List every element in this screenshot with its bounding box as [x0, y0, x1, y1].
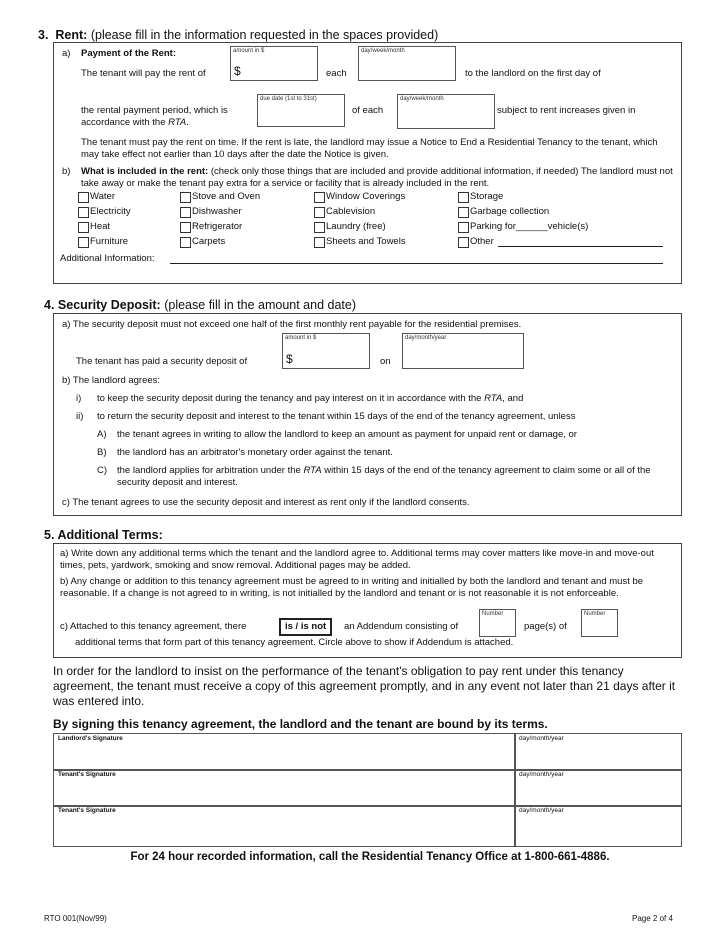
window-coverings-checkbox[interactable] — [314, 192, 325, 203]
item-label: Heat — [90, 221, 111, 232]
deposit-B-marker: B) — [97, 447, 107, 458]
dollar-sign: $ — [286, 352, 293, 366]
section-note: (please fill in the information requested in the spaces provided) — [90, 28, 439, 42]
deposit-amount-field[interactable] — [282, 333, 370, 369]
rent-b-marker: b) — [62, 166, 71, 177]
water-checkbox[interactable] — [78, 192, 89, 203]
storage-checkbox[interactable] — [458, 192, 469, 203]
terms-c-pre: c) Attached to this tenancy agreement, there — [60, 621, 247, 632]
signature-label: Tenant's Signature — [58, 807, 116, 814]
other-checkbox[interactable] — [458, 237, 469, 248]
rent-a-marker: a) — [62, 48, 71, 59]
deposit-a: a) The security deposit must not exceed one half of the first monthly rent payable for the residential premises. — [62, 319, 522, 330]
deposit-B: the landlord has an arbitrator's monetary order against the tenant. — [117, 447, 393, 458]
signature-label: Tenant's Signature — [58, 771, 116, 778]
is-not-choice[interactable]: is / is not — [279, 618, 332, 636]
signing-statement: By signing this tenancy agreement, the landlord and the tenant are bound by its terms. — [53, 717, 548, 731]
dollar-sign: $ — [234, 64, 241, 78]
signature-label: Landlord's Signature — [58, 735, 123, 742]
section-title: Additional Terms: — [57, 528, 163, 542]
item-label: Carpets — [192, 236, 226, 247]
deposit-C: the landlord applies for arbitration under the RTA within 15 days of the end of the tenancy agreement to claim some or all of the security deposit and interest. — [117, 465, 651, 488]
terms-a: a) Write down any additional terms which the tenant and the landlord agree to. Additional terms may cover matters like move-in and move-out times, pets, yardwork, smoking and snow removal. Additional pages may be added. — [60, 548, 654, 571]
rent-amount-field[interactable] — [230, 46, 318, 81]
item-label: Other — [470, 236, 494, 247]
form-code: RTO 001(Nov/99) — [44, 914, 107, 923]
item-label: Laundry (free) — [326, 221, 386, 232]
landlord-date-field[interactable] — [514, 733, 682, 771]
rent-line1-post: to the landlord on the first day of — [465, 68, 601, 79]
section-note: (please fill in the amount and date) — [164, 298, 357, 312]
deposit-date-field[interactable] — [402, 333, 524, 369]
landlord-signature-field[interactable] — [53, 733, 516, 771]
rent-late-text: The tenant must pay the rent on time. If the rent is late, the landlord may issue a Notice to End a Residential Tenancy to the tenant, which may take effect not earlier than 10 days after the date the Notice is given. — [81, 137, 658, 160]
field-label: amount in $ — [233, 48, 265, 54]
field-label: day/week/month — [400, 96, 444, 102]
section-title: Security Deposit: — [57, 298, 161, 312]
page-number: Page 2 of 4 — [632, 914, 673, 923]
terms-c-mid: an Addendum consisting of — [344, 621, 459, 632]
section-number: 5. — [44, 528, 55, 542]
refrigerator-checkbox[interactable] — [180, 222, 191, 233]
rent-a-title: Payment of the Rent: — [81, 48, 177, 59]
rent-period-field[interactable] — [358, 46, 456, 81]
field-label: day/week/month — [361, 48, 405, 54]
field-label: Number — [482, 611, 504, 617]
rent-line2: the rental payment period, which is — [81, 105, 228, 116]
additional-info-label: Additional Information: — [60, 253, 155, 264]
addendum-terms-field[interactable] — [581, 609, 618, 637]
item-label: Water — [90, 191, 115, 202]
deposit-ii-marker: ii) — [76, 411, 84, 422]
item-label: Stove and Oven — [192, 191, 261, 202]
sheets-towels-checkbox[interactable] — [314, 237, 325, 248]
field-label: due date (1st to 31st) — [260, 96, 317, 102]
copy-notice: In order for the landlord to insist on the performance of the tenant's obligation to pay rent under this tenancy agreement, the tenant must receive a copy of this agreement promptly, and in any event not later than 21 days after it was entered into. — [53, 664, 676, 708]
item-label: Refrigerator — [192, 221, 243, 232]
deposit-A-marker: A) — [97, 429, 107, 440]
deposit-b: b) The landlord agrees: — [62, 375, 161, 386]
terms-pages: page(s) of — [524, 621, 567, 632]
deposit-heading — [44, 298, 356, 312]
rent-due-date-field[interactable] — [257, 94, 345, 127]
deposit-i: to keep the security deposit during the tenancy and pay interest on it in accordance with the RTA, and — [97, 393, 524, 404]
heat-checkbox[interactable] — [78, 222, 89, 233]
rent-period-field-2[interactable] — [397, 94, 495, 129]
item-label: Electricity — [90, 206, 131, 217]
section-number: 3. — [38, 28, 49, 42]
field-label: Number — [584, 611, 606, 617]
additional-info-line[interactable] — [170, 263, 663, 264]
terms-heading — [44, 528, 163, 542]
item-label: Dishwasher — [192, 206, 242, 217]
electricity-checkbox[interactable] — [78, 207, 89, 218]
furniture-checkbox[interactable] — [78, 237, 89, 248]
info-line: For 24 hour recorded information, call the Residential Tenancy Office at 1-800-661-4886. — [130, 851, 610, 863]
field-label: day/month/year — [405, 335, 447, 341]
tenant-signature-field-1[interactable] — [53, 769, 516, 807]
stove-checkbox[interactable] — [180, 192, 191, 203]
item-label: Window Coverings — [326, 191, 406, 202]
deposit-A: the tenant agrees in writing to allow the landlord to keep an amount as payment for unpaid rent or damage, or — [117, 429, 577, 440]
tenant-signature-field-2[interactable] — [53, 805, 516, 847]
rent-of-each: of each — [352, 105, 384, 116]
item-label: Cablevision — [326, 206, 376, 217]
deposit-ii: to return the security deposit and interest to the tenant within 15 days of the end of the tenancy agreement, unless — [97, 411, 576, 422]
addendum-pages-field[interactable] — [479, 609, 516, 637]
item-label: Parking for______vehicle(s) — [470, 221, 589, 232]
item-label: Garbage collection — [470, 206, 550, 217]
section-title: Rent: — [55, 28, 88, 42]
rent-line1: The tenant will pay the rent of — [81, 68, 206, 79]
tenant-date-field-2[interactable] — [514, 805, 682, 847]
item-label: Sheets and Towels — [326, 236, 406, 247]
rent-heading — [38, 28, 438, 42]
parking-checkbox[interactable] — [458, 222, 469, 233]
field-label: amount in $ — [285, 335, 317, 341]
carpets-checkbox[interactable] — [180, 237, 191, 248]
item-label: Furniture — [90, 236, 129, 247]
deposit-C-marker: C) — [97, 465, 108, 476]
dishwasher-checkbox[interactable] — [180, 207, 191, 218]
rent-b-text: What is included in the rent: (check only those things that are included and provide additional information, if needed) The landlord must not take away or make the tenant pay extra for a service or facility that is already included in the rent. — [81, 166, 673, 189]
laundry-checkbox[interactable] — [314, 222, 325, 233]
other-line[interactable] — [498, 246, 663, 247]
terms-b: b) Any change or addition to this tenancy agreement must be agreed to in writing and initialled by both the landlord and tenant and must be reasonable. If a change is not agreed to in writing, is not initialled by the landlord and tenant or is not reasonable it is not enforceable. — [60, 576, 644, 599]
deposit-i-marker: i) — [76, 393, 82, 404]
deposit-c: c) The tenant agrees to use the security deposit and interest as rent only if the landlord consents. — [62, 497, 470, 508]
deposit-paid: The tenant has paid a security deposit of — [76, 356, 248, 367]
tenant-date-field-1[interactable] — [514, 769, 682, 807]
deposit-on: on — [380, 356, 391, 367]
date-label: day/month/year — [519, 807, 564, 814]
section-number: 4. — [44, 298, 55, 312]
item-label: Storage — [470, 191, 504, 202]
rent-each: each — [326, 68, 347, 79]
garbage-checkbox[interactable] — [458, 207, 469, 218]
terms-c-line2: additional terms that form part of this tenancy agreement. Circle above to show if Addendum is attached. — [75, 637, 514, 648]
rent-subject: subject to rent increases given in — [497, 105, 636, 116]
date-label: day/month/year — [519, 771, 564, 778]
date-label: day/month/year — [519, 735, 564, 742]
cablevision-checkbox[interactable] — [314, 207, 325, 218]
rent-accordance: accordance with the RTA. — [81, 117, 189, 128]
